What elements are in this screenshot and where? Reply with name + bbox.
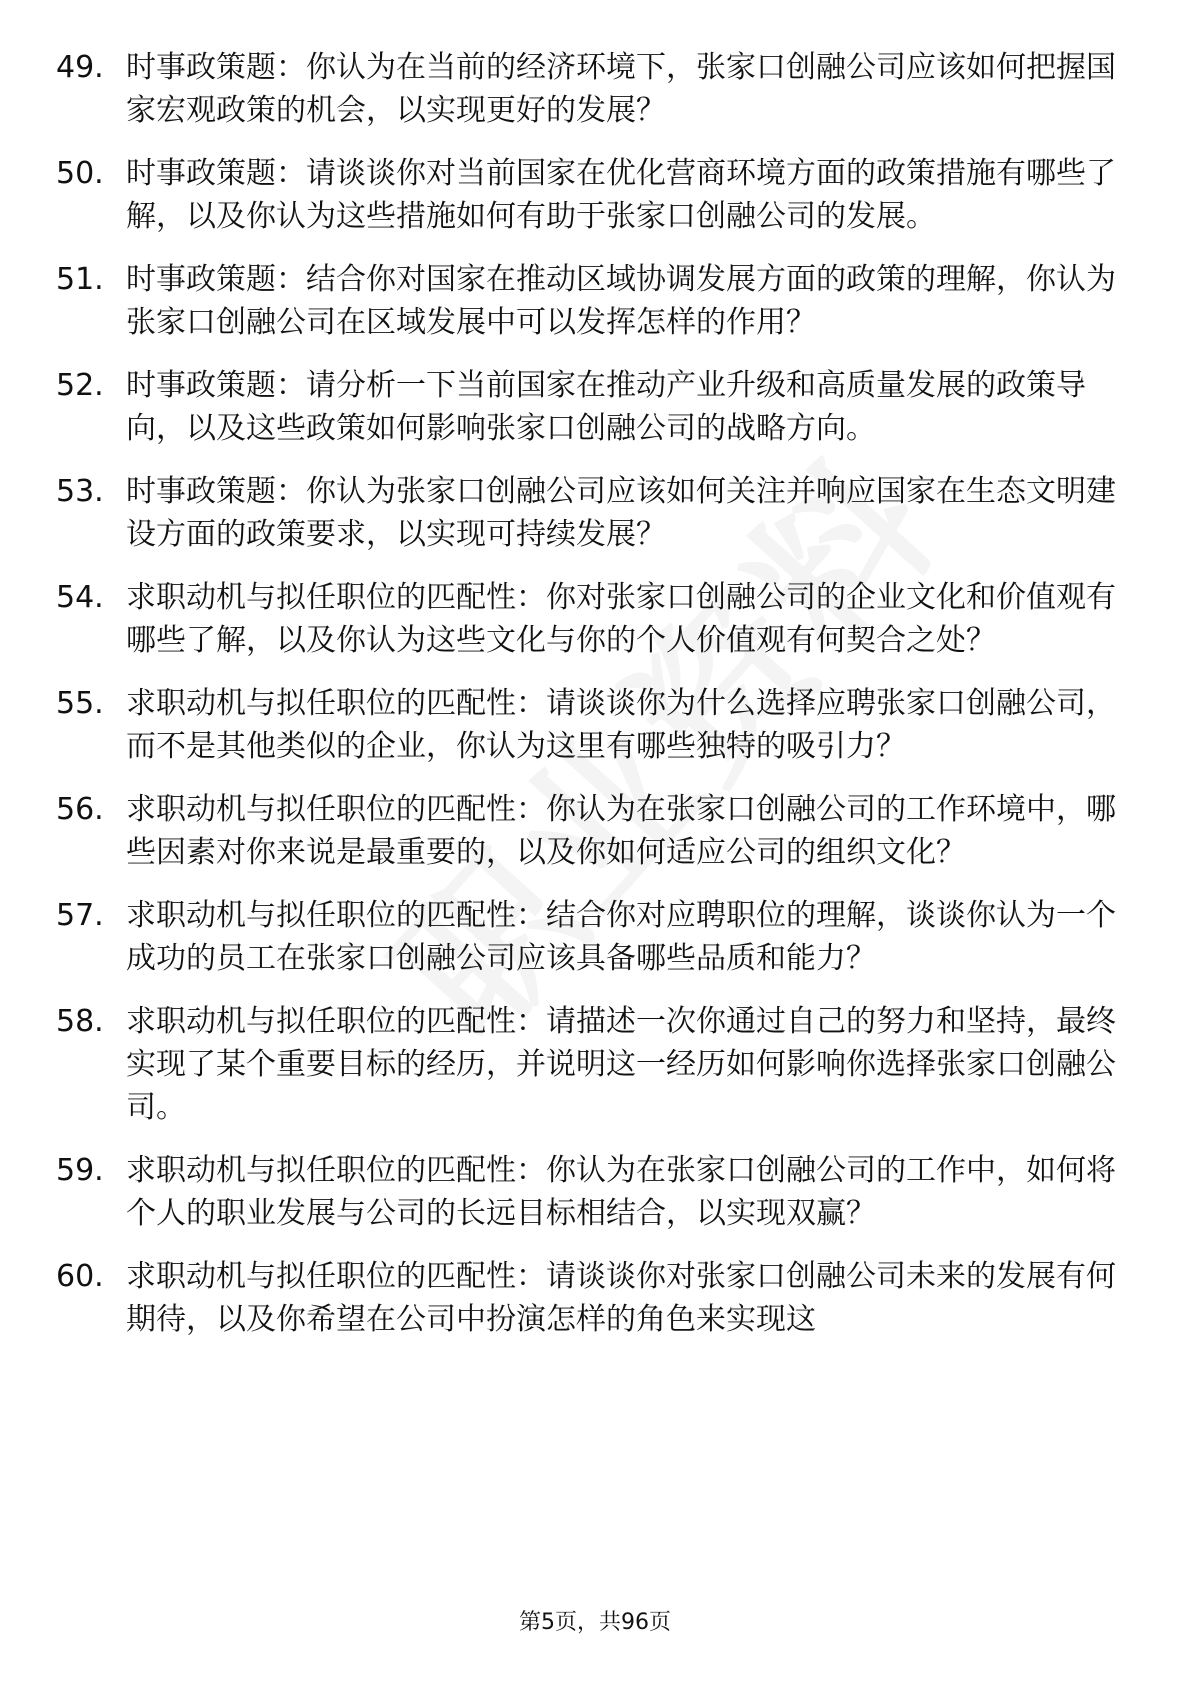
question-number: 60.	[56, 1259, 104, 1294]
question-number: 58.	[56, 1004, 104, 1039]
question-number: 57.	[56, 898, 104, 933]
page-number-label: 第5页，共96页	[519, 1610, 671, 1635]
question-number: 50.	[56, 156, 104, 191]
question-number: 51.	[56, 262, 104, 297]
question-text: 时事政策题：请分析一下当前国家在推动产业升级和高质量发展的政策导向，以及这些政策如何影响张家口创融公司的战略方向。	[126, 368, 1086, 446]
question-item-52	[56, 364, 1116, 450]
question-item-57	[56, 894, 1116, 980]
question-item-56	[56, 788, 1116, 874]
question-text: 时事政策题：结合你对国家在推动区域协调发展方面的政策的理解，你认为张家口创融公司在区域发展中可以发挥怎样的作用？	[126, 262, 1116, 340]
question-text: 求职动机与拟任职位的匹配性：你认为在张家口创融公司的工作环境中，哪些因素对你来说是最重要的，以及你如何适应公司的组织文化？	[126, 792, 1116, 870]
page-footer	[0, 1608, 1190, 1638]
question-text: 求职动机与拟任职位的匹配性：请描述一次你通过自己的努力和坚持，最终实现了某个重要目标的经历，并说明这一经历如何影响你选择张家口创融公司。	[126, 1004, 1116, 1125]
question-text: 时事政策题：请谈谈你对当前国家在优化营商环境方面的政策措施有哪些了解，以及你认为这些措施如何有助于张家口创融公司的发展。	[126, 156, 1116, 234]
question-text: 求职动机与拟任职位的匹配性：你认为在张家口创融公司的工作中，如何将个人的职业发展与公司的长远目标相结合，以实现双赢？	[126, 1153, 1116, 1231]
question-item-50	[56, 152, 1116, 238]
question-item-58	[56, 1000, 1116, 1129]
question-item-54	[56, 576, 1116, 662]
question-item-51	[56, 258, 1116, 344]
question-item-53	[56, 470, 1116, 556]
question-text: 求职动机与拟任职位的匹配性：请谈谈你为什么选择应聘张家口创融公司，而不是其他类似的企业，你认为这里有哪些独特的吸引力？	[126, 686, 1116, 764]
question-number: 55.	[56, 686, 104, 721]
question-item-59	[56, 1149, 1116, 1235]
question-text: 求职动机与拟任职位的匹配性：你对张家口创融公司的企业文化和价值观有哪些了解，以及你认为这些文化与你的个人价值观有何契合之处？	[126, 580, 1116, 658]
question-number: 52.	[56, 368, 104, 403]
question-item-55	[56, 682, 1116, 768]
question-number: 53.	[56, 474, 104, 509]
question-text: 求职动机与拟任职位的匹配性：结合你对应聘职位的理解，谈谈你认为一个成功的员工在张家口创融公司应该具备哪些品质和能力？	[126, 898, 1116, 976]
question-item-49	[56, 46, 1116, 132]
question-text: 时事政策题：你认为张家口创融公司应该如何关注并响应国家在生态文明建设方面的政策要求，以实现可持续发展？	[126, 474, 1116, 552]
question-text: 求职动机与拟任职位的匹配性：请谈谈你对张家口创融公司未来的发展有何期待，以及你希望在公司中扮演怎样的角色来实现这	[126, 1259, 1116, 1337]
question-number: 56.	[56, 792, 104, 827]
question-number: 54.	[56, 580, 104, 615]
question-number: 59.	[56, 1153, 104, 1188]
question-list	[56, 46, 1116, 1361]
question-text: 时事政策题：你认为在当前的经济环境下，张家口创融公司应该如何把握国家宏观政策的机会，以实现更好的发展？	[126, 50, 1116, 128]
question-item-60	[56, 1255, 1116, 1341]
question-number: 49.	[56, 50, 104, 85]
